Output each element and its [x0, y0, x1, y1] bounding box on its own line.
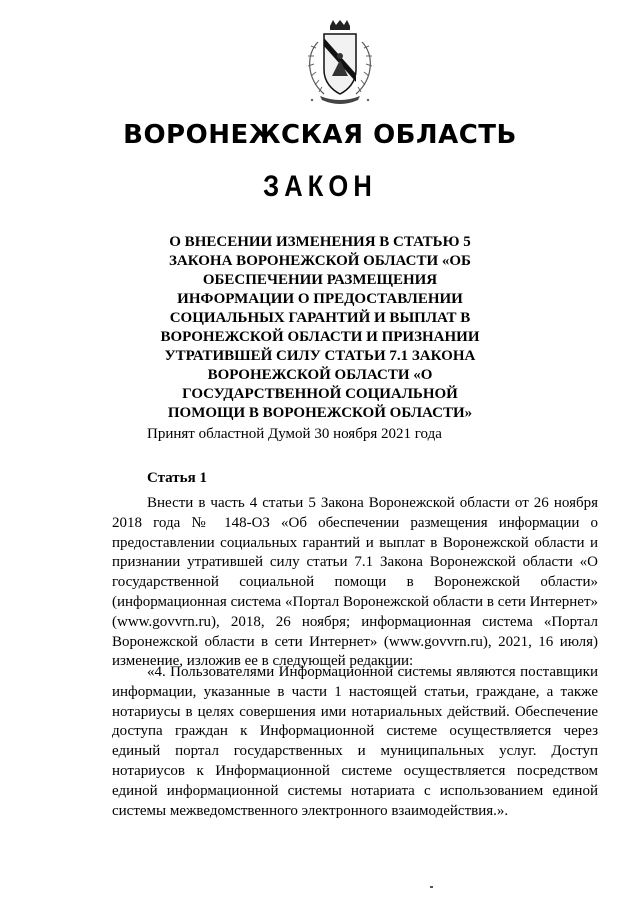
coat-of-arms-icon — [302, 20, 378, 106]
adoption-date: Принят областной Думой 30 ноября 2021 года — [147, 426, 442, 442]
document-type-title: ЗАКОН — [263, 170, 377, 203]
law-title: О ВНЕСЕНИИ ИЗМЕНЕНИЯ В СТАТЬЮ 5 ЗАКОНА ВОРОНЕЖСКОЙ ОБЛАСТИ «ОБ ОБЕСПЕЧЕНИИ РАЗМЕЩЕНИЯ ИНФОРМАЦИИ О ПРЕДОСТАВЛЕНИИ СОЦИАЛЬНЫХ ГАРАНТИЙ И ВЫПЛАТ В ВОРОНЕЖСКОЙ ОБЛАСТИ И ПРИЗНАНИИ УТРАТИВШЕЙ СИЛУ СТАТЬИ 7.1 ЗАКОНА ВОРОНЕЖСКОЙ ОБЛАСТИ «О ГОСУДАРСТВЕННОЙ СОЦИАЛЬНОЙ ПОМОЩИ В ВОРОНЕЖСКОЙ ОБЛАСТИ» — [160, 234, 480, 421]
scan-speck — [430, 886, 433, 888]
article-heading: Статья 1 — [147, 470, 207, 486]
article-paragraph: Внести в часть 4 статьи 5 Закона Воронежской области от 26 ноября 2018 года № 148-ОЗ «Об обеспечении размещения информации о предоставлении социальных гарантий и выплат в Воронежской области и признании утратившей силу статьи 7.1 Закона Воронежской области «О государственной социальной помощи в Воронежской области» (информационная система «Портал Воронежской области в сети Интернет» (www.govvrn.ru), 2018, 26 ноября; информационная система «Портал Воронежской области в сети Интернет» (www.govvrn.ru), 2021, 16 июля) изменение, изложив ее в следующей редакции: — [112, 495, 598, 670]
article-paragraph: «4. Пользователями Информационной системы являются поставщики информации, указанные в части 1 настоящей статьи, граждане, а также нотариусы в целях совершения ими нотариальных действий. Обеспечение доступа граждан к Информационной системе осуществляется через единый портал государственных и муниципальных услуг. Доступ нотариусов к Информационной системе осуществляется посредством единой информационной системы нотариата с использованием единой системы межведомственного электронного взаимодействия.». — [112, 664, 598, 819]
region-title: ВОРОНЕЖСКАЯ ОБЛАСТЬ — [123, 120, 517, 150]
